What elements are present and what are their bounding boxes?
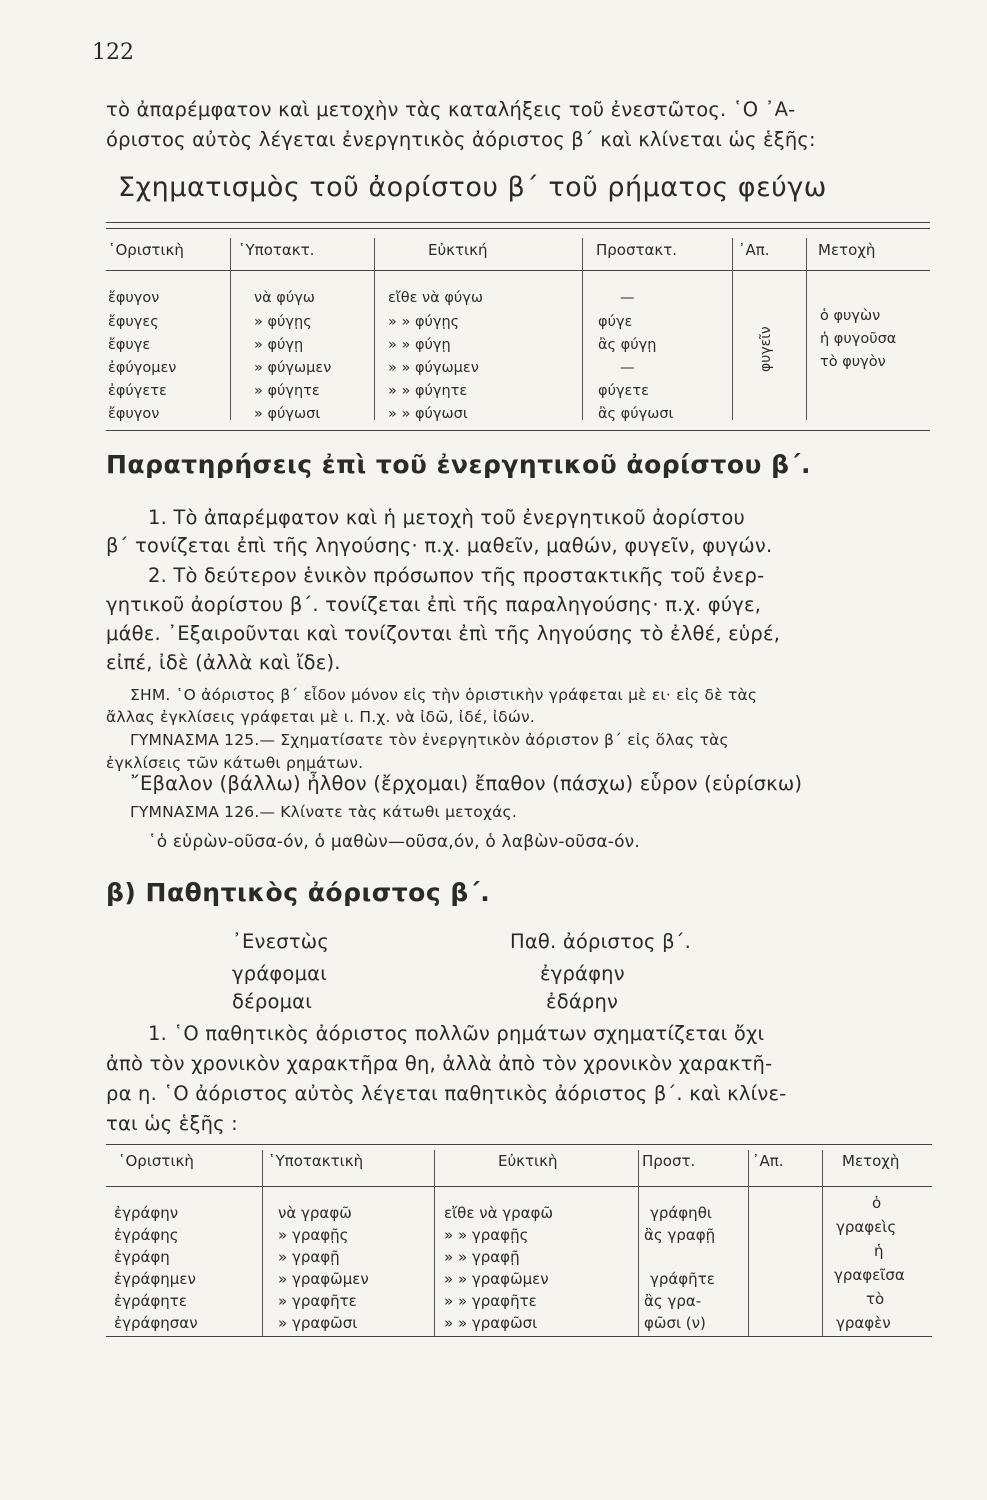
table2-cell: ἐγράφησαν [114,1314,198,1332]
exercise125-line-1: ΓΥΜΝΑΣΜΑ 125.— Σχηματίσατε τὸν ἐνεργητικὸν ἀόριστον β΄ εἰς ὅλας τὰς [130,731,729,749]
table2-cell: γραφεὶς [836,1218,897,1236]
table2-cell: τὸ [866,1290,885,1308]
exercise125-line-2: ἐγκλίσεις τῶν κάτωθι ρημάτων. [106,754,364,772]
passive-text-4: ται ὡς ἑξῆς : [106,1112,238,1135]
table2-cell: νὰ γραφῶ [278,1204,352,1222]
table2-cell: » » γραφῇ [444,1248,520,1266]
table1-cell: ἂς φύγῃ [598,337,657,353]
passive-present-1: γράφομαι [232,962,328,985]
passive-aorist-2: ἐδάρην [546,990,619,1013]
note-line-6: εἰπέ, ἰδὲ (ἀλλὰ καὶ ἴδε). [106,651,341,674]
table2-cell: ἐγράφης [114,1226,179,1244]
table2-cell: » γραφῇς [278,1226,349,1244]
table2-cell: » » γραφῶμεν [444,1270,549,1288]
passive-text-3: ρα η. ῾Ο ἀόριστος αὐτὸς λέγεται παθητικὸς ἀόριστος β΄. καὶ κλίνε- [106,1082,787,1105]
table1-cell: ὁ φυγὼν [820,308,881,324]
table2-cell: » γραφῆτε [278,1292,357,1310]
table2-header-imperative: Προστ. [642,1152,696,1170]
table1-cell: φύγετε [598,383,649,399]
passive-aorist-1: ἐγράφην [540,962,625,985]
table1-header-imperative: Προστακτ. [596,241,678,259]
passive-aorist-heading: β) Παθητικὸς ἀόριστος β΄. [106,878,491,907]
passive-col2-header: Παθ. ἀόριστος β΄. [510,930,692,953]
table1-cell: ἐφύγομεν [108,360,177,376]
table2-header-participle: Μετοχὴ [842,1152,900,1170]
note-line-1: 1. Τὸ ἀπαρέμφατον καὶ ἡ μετοχὴ τοῦ ἐνεργητικοῦ ἀορίστου [148,506,745,529]
section-heading: Σχηματισμὸς τοῦ ἀορίστου β΄ τοῦ ρήματος φεύγω [118,172,827,203]
table1-header-optative: Εὐκτική [428,241,488,259]
passive-present-2: δέρομαι [232,990,313,1013]
observations-heading: Παρατηρήσεις ἐπὶ τοῦ ἐνεργητικοῦ ἀορίστου β΄. [106,450,812,479]
exercise126-line: ΓΥΜΝΑΣΜΑ 126.— Κλίνατε τὰς κάτωθι μετοχάς. [130,803,517,821]
table1-cell: » » φύγητε [388,383,468,399]
table1-cell: — [620,360,635,376]
table2-cell: ἡ [874,1242,884,1260]
table1-cell: ἔφυγε [108,337,151,353]
table2-cell: ἐγράφητε [114,1292,187,1310]
table2-cell: » » γραφῆτε [444,1292,537,1310]
table1-cell: » » φύγωσι [388,406,468,422]
table1-cell: ἂς φύγωσι [598,406,674,422]
table2-cell: ἐγράφην [114,1204,179,1222]
table2-cell: ὁ [872,1194,882,1212]
table2-cell: » γραφῇ [278,1248,340,1266]
table1-cell: ἐφύγετε [108,383,167,399]
intro-line-2: όριστος αὐτὸς λέγεται ἐνεργητικὸς ἀόριστος β΄ καὶ κλίνεται ὡς ἑξῆς: [106,128,816,151]
note-line-3: 2. Τὸ δεύτερον ἑνικὸν πρόσωπον τῆς προστακτικῆς τοῦ ἐνερ- [148,564,765,587]
note-line-4: γητικοῦ ἀορίστου β΄. τονίζεται ἐπὶ τῆς παραληγούσης· π.χ. φύγε, [106,593,762,616]
table1-cell: τὸ φυγὸν [820,354,886,370]
table2-cell: ἐγράφη [114,1248,170,1266]
table1-cell: νὰ φύγω [254,290,315,306]
table1-cell: » φύγωσι [254,406,321,422]
note-line-5: μάθε. ᾿Εξαιροῦνται καὶ τονίζονται ἐπὶ τῆς ληγούσης τὸ ἐλθέ, εὑρέ, [106,622,781,645]
participles-line: ῾ὁ εὑρὼν-οῦσα-όν, ὁ μαθὼν—οῦσα,όν, ὁ λαβὼν-οῦσα-όν. [148,832,640,852]
note-line-2: β΄ τονίζεται ἐπὶ τῆς ληγούσης· π.χ. μαθεῖν, μαθών, φυγεῖν, φυγών. [106,534,773,557]
table1-cell: » φύγῃς [254,314,312,330]
table2-header-indicative: ῾Οριστικὴ [118,1152,194,1170]
table1-header-participle: Μετοχὴ [818,241,876,259]
table2-cell: γράφῆτε [650,1270,715,1288]
table2-cell: » » γραφῶσι [444,1314,538,1332]
table1-header-subjunctive: ῾Υποτακτ. [238,241,315,259]
table1-header-infinitive: ᾿Απ. [738,241,770,259]
table2-header-infinitive: ᾿Απ. [752,1152,784,1170]
verbs-line: ῎Εβαλον (βάλλω) ἦλθον (ἔρχομαι) ἔπαθον (πάσχω) εὗρον (εὑρίσκω) [130,772,803,795]
page-number: 122 [92,40,134,65]
table1-header-indicative: ῾Οριστικὴ [108,241,184,259]
table2-header-subjunctive: ῾Υποτακτικὴ [268,1152,364,1170]
table1-cell: » φύγητε [254,383,320,399]
table2-cell: φῶσι (ν) [644,1314,706,1332]
remark-line-2: ἄλλας ἐγκλίσεις γράφεται μὲ ι. Π.χ. νὰ ἰδῶ, ἰδέ, ἰδών. [106,708,536,726]
table1-cell: — [620,290,635,306]
table1-cell: ἔφυγον [108,406,160,422]
table1-infinitive-vertical: φυγεῖν [758,326,774,372]
passive-text-1: 1. ῾Ο παθητικὸς ἀόριστος πολλῶν ρημάτων σχηματίζεται ὄχι [148,1022,765,1045]
table2-cell: » γραφῶσι [278,1314,358,1332]
table1-cell: ἔφυγον [108,290,160,306]
table1-cell: » φύγωμεν [254,360,332,376]
passive-text-2: ἀπὸ τὸν χρονικὸν χαρακτῆρα θη, ἀλλὰ ἀπὸ τὸν χρονικὸν χαρακτῆ- [106,1052,773,1075]
table2-cell: ἐγράφημεν [114,1270,196,1288]
table1-cell: εἴθε νὰ φύγω [388,290,484,306]
table1-cell: » φύγῃ [254,337,304,353]
table2-cell: » γραφῶμεν [278,1270,369,1288]
table2-cell: γραφὲν [836,1314,891,1332]
intro-line-1: τὸ ἀπαρέμφατον καὶ μετοχὴν τὰς καταλήξεις τοῦ ἐνεστῶτος. ῾Ο ᾿Α- [106,98,796,121]
table2-cell: » » γραφῇς [444,1226,529,1244]
table1-cell: φύγε [598,314,633,330]
table2-cell: γράφηθι [650,1204,712,1222]
table1-cell: » » φύγωμεν [388,360,479,376]
table2-cell: εἴθε νὰ γραφῶ [444,1204,554,1222]
table1-cell: ἔφυγες [108,314,159,330]
table2-cell: γραφεῖσα [834,1266,905,1284]
table1-cell: ἡ φυγοῦσα [820,331,897,347]
remark-line-1: ΣΗΜ. ῾Ο ἀόριστος β΄ εἶδον μόνον εἰς τὴν ὁριστικὴν γράφεται μὲ ει· εἰς δὲ τὰς [130,686,758,704]
table2-cell: ἂς γρα- [644,1292,702,1310]
table1-cell: » » φύγῃς [388,314,460,330]
table2-header-optative: Εὐκτικὴ [498,1152,558,1170]
passive-col1-header: ᾿Ενεστὼς [232,930,329,953]
table1-cell: » » φύγῃ [388,337,451,353]
table2-cell: ἂς γραφῇ [644,1226,716,1244]
